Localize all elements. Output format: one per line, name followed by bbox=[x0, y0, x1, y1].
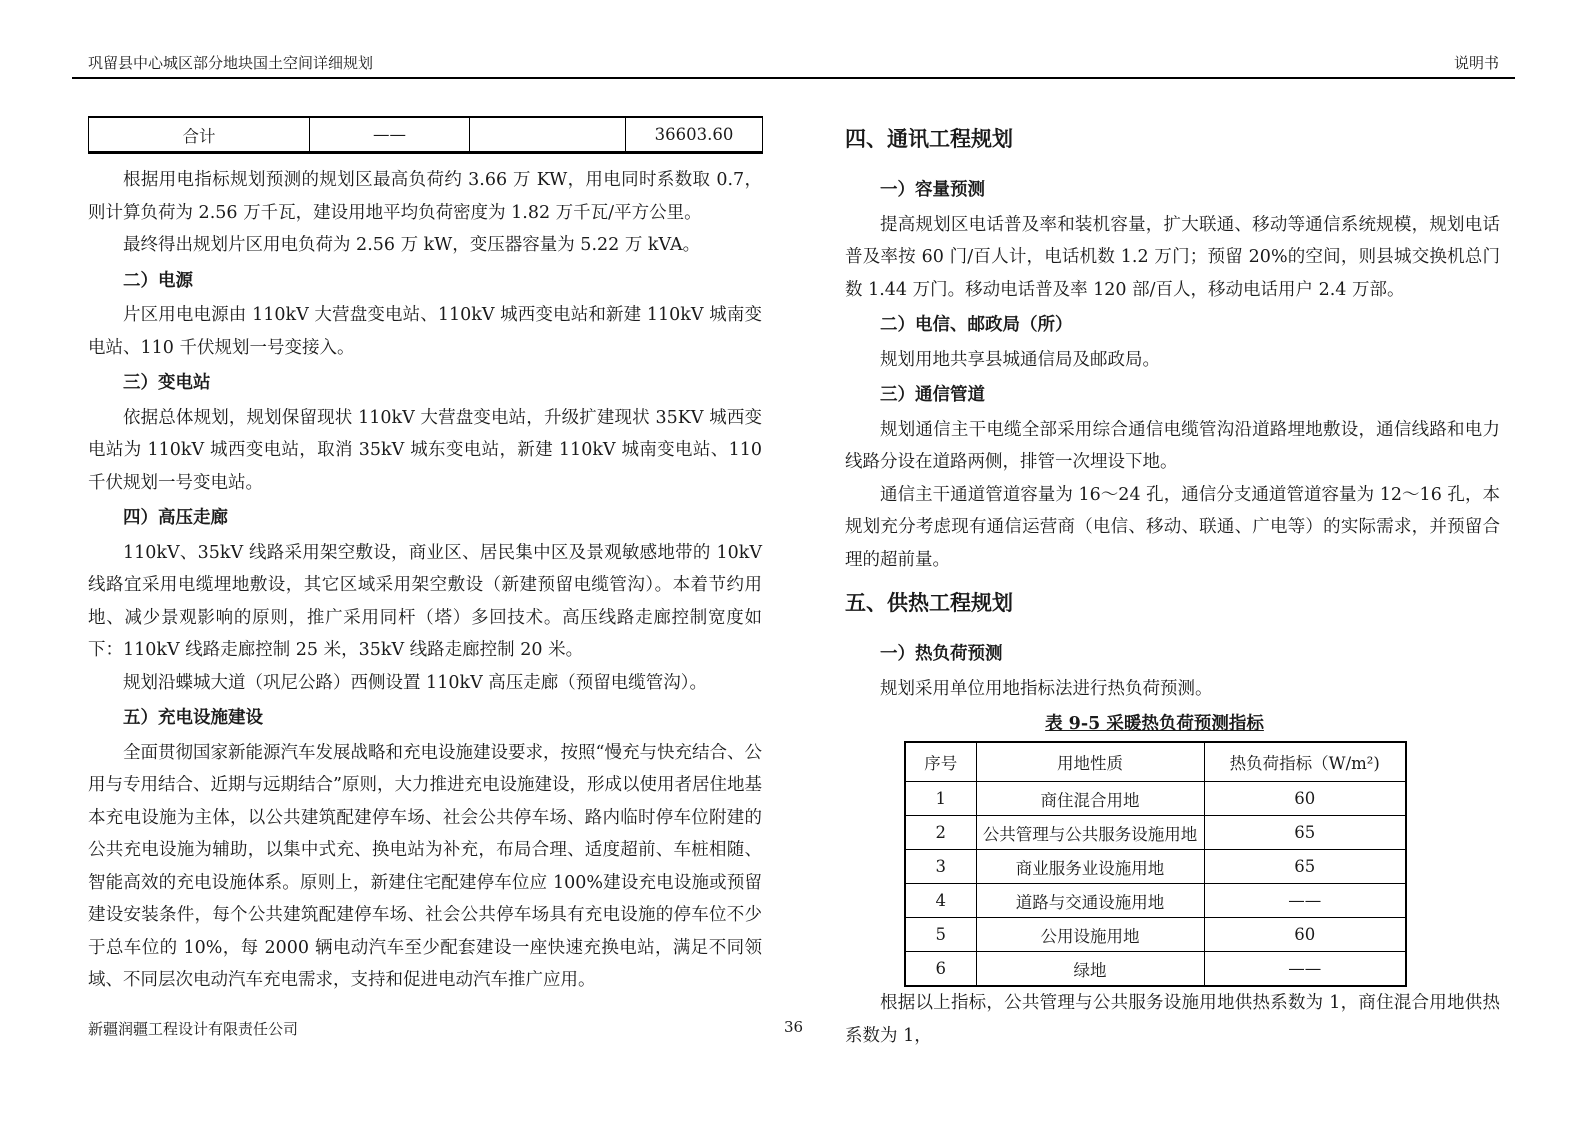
cell-heat-index: —— bbox=[1204, 884, 1406, 918]
subheading-hv-corridor: 四）高压走廊 bbox=[123, 508, 228, 528]
cell-index: 2 bbox=[905, 816, 976, 850]
section-title-heating: 五、供热工程规划 bbox=[845, 591, 1013, 615]
table-row bbox=[905, 850, 1406, 884]
cell-heat-index: —— bbox=[1204, 952, 1406, 987]
header-doc-title: 巩留县中心城区部分地块国土空间详细规划 bbox=[88, 54, 374, 72]
heat-load-table-block bbox=[904, 709, 1405, 987]
subheading-heat-load-forecast: 一）热负荷预测 bbox=[880, 644, 1003, 664]
paragraph: 提高规划区电话普及率和装机容量，扩大联通、移动等通信系统规模，规划电话普及率按 60 门/百人计，电话机数 1.2 万门；预留 20%的空间，则县城交换机总门数 1.44 万门。移动电话普及率 120 部/百人，移动电话用户 2.4 万部。 bbox=[845, 214, 1500, 300]
paragraph: 110kV、35kV 线路采用架空敷设，商业区、居民集中区及景观敏感地带的 10kV 线路宜采用电缆埋地敷设，其它区域采用架空敷设（新建预留电缆管沟）。本着节约用地、减少景观影响的原则，推广采用同杆（塔）多回技术。高压线路走廊控制宽度如下：110kV 线路走廊控制 25 米，35kV 线路走廊控制 20 米。 bbox=[88, 542, 762, 660]
subheading-charging: 五）充电设施建设 bbox=[123, 708, 263, 728]
header-doc-type: 说明书 bbox=[1453, 54, 1499, 72]
cell-index: 4 bbox=[905, 884, 976, 918]
summary-cell-total: 36603.60 bbox=[626, 117, 763, 153]
cell-land-use: 商业服务业设施用地 bbox=[976, 850, 1204, 884]
cell-heat-index: 60 bbox=[1204, 918, 1406, 952]
summary-cell-dash: —— bbox=[310, 117, 470, 153]
paragraph: 规划沿蝶城大道（巩尼公路）西侧设置 110kV 高压走廊（预留电缆管沟）。 bbox=[123, 672, 708, 693]
col-header-heat-index: 热负荷指标（W/m²) bbox=[1204, 742, 1406, 782]
cell-index: 1 bbox=[905, 782, 976, 816]
cell-land-use: 公共管理与公共服务设施用地 bbox=[976, 816, 1204, 850]
table-row bbox=[905, 884, 1406, 918]
paragraph: 最终得出规划片区用电负荷为 2.56 万 kW，变压器容量为 5.22 万 kVA。 bbox=[123, 235, 701, 255]
paragraph: 全面贯彻国家新能源汽车发展战略和充电设施建设要求，按照“慢充与快充结合、公用与专用结合、近期与远期结合”原则，大力推进充电设施建设，形成以使用者居住地基本充电设施为主体，以公共建筑配建停车场、社会公共停车场、路内临时停车位附建的公共充电设施为辅助，以集中式充、换电站为补充，布局合理、适度超前、车桩相随、智能高效的充电设施体系。原则上，新建住宅配建停车位应 100%建设充电设施或预留建设安装条件，每个公共建筑配建停车场、社会公共停车场具有充电设施的停车位不少于总车位的 10%，每 2000 辆电动汽车至少配套建设一座快速充换电站，满足不同领域、不同层次电动汽车充电需求，支持和促进电动汽车推广应用。 bbox=[88, 742, 762, 990]
paragraph: 通信主干通道管道容量为 16～24 孔，通信分支通道管道容量为 12～16 孔，本规划充分考虑现有通信运营商（电信、移动、联通、广电等）的实际需求，并预留合理的超前量。 bbox=[845, 484, 1500, 570]
subheading-comm-conduit: 三）通信管道 bbox=[880, 385, 985, 405]
summary-cell-empty bbox=[470, 117, 626, 153]
cell-land-use: 道路与交通设施用地 bbox=[976, 884, 1204, 918]
cell-heat-index: 65 bbox=[1204, 850, 1406, 884]
table-row bbox=[905, 918, 1406, 952]
page-number: 36 bbox=[783, 1018, 804, 1036]
paragraph: 根据以上指标，公共管理与公共服务设施用地供热系数为 1，商住混合用地供热系数为 1， bbox=[845, 993, 1500, 1046]
section-title-communication: 四、通讯工程规划 bbox=[845, 127, 1013, 151]
cell-index: 3 bbox=[905, 850, 976, 884]
cell-land-use: 绿地 bbox=[976, 952, 1204, 987]
left-column bbox=[88, 112, 762, 997]
col-header-index: 序号 bbox=[905, 742, 976, 782]
cell-heat-index: 65 bbox=[1204, 816, 1406, 850]
paragraph: 规划通信主干电缆全部采用综合通信电缆管沟沿道路埋地敷设，通信线路和电力线路分设在道路两侧，排管一次埋设下地。 bbox=[845, 419, 1500, 472]
heat-load-table bbox=[904, 741, 1407, 987]
cell-index: 5 bbox=[905, 918, 976, 952]
col-header-land-use: 用地性质 bbox=[976, 742, 1204, 782]
paragraph: 规划采用单位用地指标法进行热负荷预测。 bbox=[880, 678, 1213, 699]
cell-land-use: 公用设施用地 bbox=[976, 918, 1204, 952]
subheading-telecom-post: 二）电信、邮政局（所） bbox=[880, 315, 1073, 335]
table-row bbox=[905, 816, 1406, 850]
table-9-5-title: 表 9-5 采暖热负荷预测指标 bbox=[1045, 714, 1264, 734]
table-row bbox=[905, 782, 1406, 816]
subheading-capacity-forecast: 一）容量预测 bbox=[880, 180, 985, 200]
subheading-substation: 三）变电站 bbox=[123, 373, 211, 393]
page-header bbox=[72, 52, 1515, 79]
right-column bbox=[845, 112, 1500, 1052]
summary-table bbox=[88, 116, 763, 154]
summary-cell-label: 合计 bbox=[89, 117, 310, 153]
cell-heat-index: 60 bbox=[1204, 782, 1406, 816]
paragraph: 根据用电指标规划预测的规划区最高负荷约 3.66 万 KW，用电同时系数取 0.7，则计算负荷为 2.56 万千瓦，建设用地平均负荷密度为 1.82 万千瓦/平方公里。 bbox=[88, 170, 762, 223]
table-row bbox=[905, 952, 1406, 987]
table-row bbox=[89, 117, 763, 153]
footer-company: 新疆润疆工程设计有限责任公司 bbox=[88, 1020, 299, 1038]
table-header-row bbox=[905, 742, 1406, 782]
cell-index: 6 bbox=[905, 952, 976, 987]
paragraph: 规划用地共享县城通信局及邮政局。 bbox=[880, 349, 1160, 370]
subheading-power: 二）电源 bbox=[123, 270, 193, 291]
header-rule bbox=[72, 77, 1515, 79]
cell-land-use: 商住混合用地 bbox=[976, 782, 1204, 816]
paragraph: 依据总体规划，规划保留现状 110kV 大营盘变电站，升级扩建现状 35KV 城西变电站为 110kV 城西变电站，取消 35kV 城东变电站，新建 110kV 城南变电站、110 千伏规划一号变电站。 bbox=[88, 407, 762, 493]
paragraph: 片区用电电源由 110kV 大营盘变电站、110kV 城西变电站和新建 110kV 城南变电站、110 千伏规划一号变接入。 bbox=[88, 305, 762, 358]
